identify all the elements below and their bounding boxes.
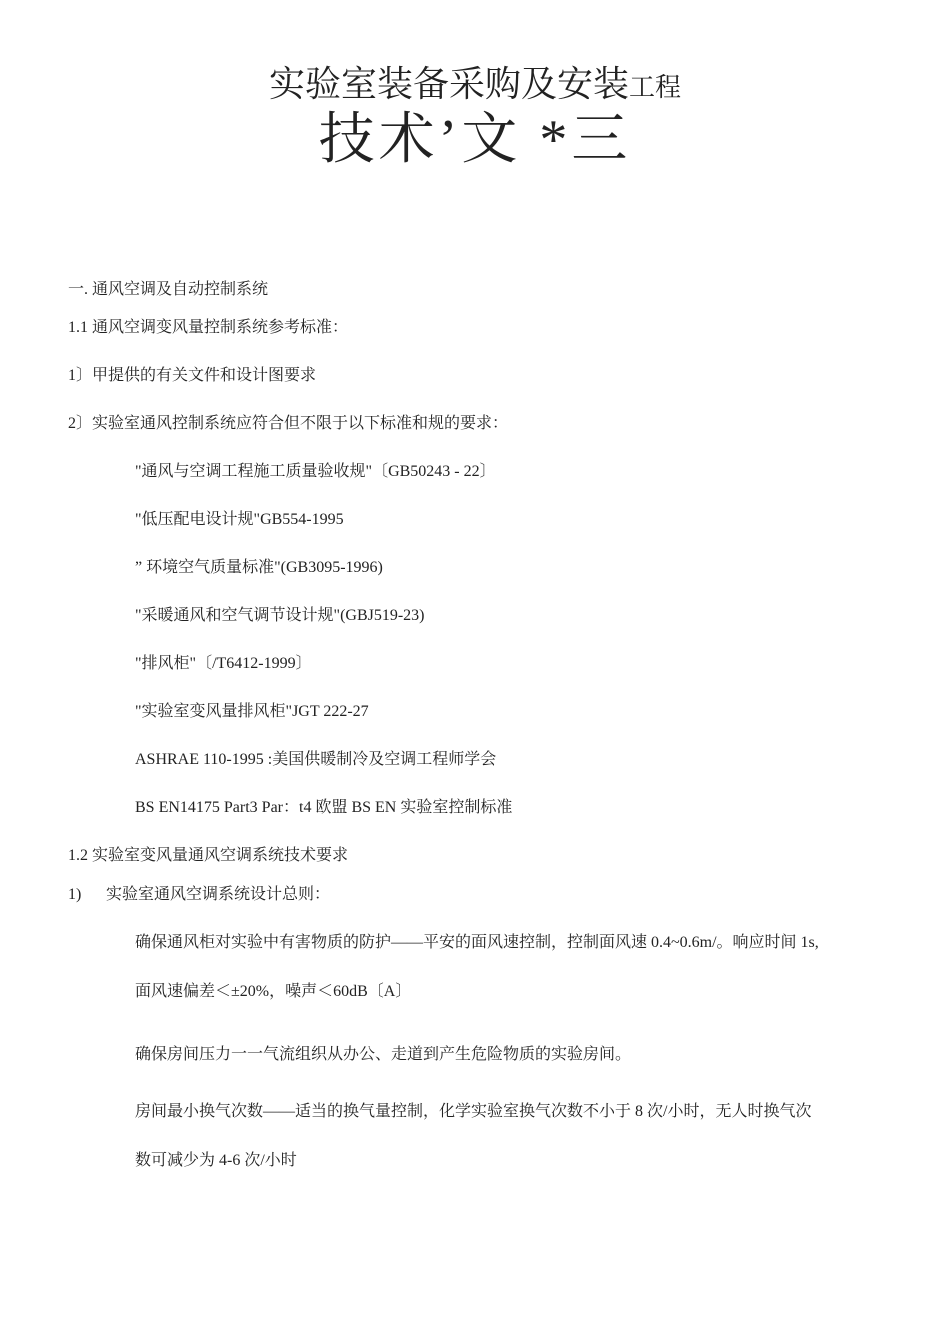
document-title-line2: 技术’文 *三 bbox=[318, 109, 632, 171]
standard-item: "通风与空调工程施工质量验收规"〔GB50243 - 22〕 bbox=[135, 463, 496, 480]
standard-item: BS EN14175 Part3 Par：t4 欧盟 BS EN 实验室控制标准 bbox=[135, 799, 513, 816]
standard-item: ASHRAE 110-1995 :美国供暖制冷及空调工程师学会 bbox=[135, 751, 497, 768]
paragraph-line: 确保房间压力一一气流组织从办公、走道到产生危险物质的实验房间。 bbox=[135, 1046, 632, 1063]
principle-title: 实验室通风空调系统设计总则： bbox=[106, 886, 331, 903]
standard-item: "排风柜"〔/T6412-1999〕 bbox=[135, 655, 312, 672]
section-heading: 一. 通风空调及自动控制系统 bbox=[68, 281, 269, 298]
document-title-line1 bbox=[0, 66, 950, 102]
standard-item: "低压配电设计规"GB554-1995 bbox=[135, 511, 344, 528]
paragraph-line: 面风速偏差＜±20%，噪声＜60dB〔A〕 bbox=[135, 983, 412, 1000]
subsection-heading-1-1: 1.1 通风空调变风量控制系统参考标准： bbox=[68, 319, 349, 336]
title-suffix: 工程 bbox=[629, 73, 682, 102]
paragraph-line: 确保通风柜对实验中有害物质的防护——平安的面风速控制，控制面风速 0.4~0.6m/。响应时间 1s, bbox=[135, 934, 819, 951]
title-main: 实验室装备采购及安装 bbox=[268, 64, 629, 104]
standard-item: ” 环境空气质量标准"(GB3095-1996) bbox=[135, 559, 383, 576]
list-item-1: 1〕甲提供的有关文件和设计图要求 bbox=[68, 367, 317, 384]
list-item-2: 2〕实验室通风控制系统应符合但不限于以下标准和规的要求： bbox=[68, 415, 509, 432]
subsection-heading-1-2: 1.2 实验室变风量通风空调系统技术要求 bbox=[68, 847, 349, 864]
standard-item: "实验室变风量排风柜"JGT 222-27 bbox=[135, 703, 369, 720]
principle-number: 1) bbox=[68, 886, 82, 903]
paragraph-line: 数可减少为 4-6 次/小时 bbox=[135, 1152, 297, 1169]
standard-item: "采暖通风和空气调节设计规"(GBJ519-23) bbox=[135, 607, 425, 624]
paragraph-line: 房间最小换气次数——适当的换气量控制，化学实验室换气次数不小于 8 次/小时，无人时换气次 bbox=[135, 1103, 812, 1120]
